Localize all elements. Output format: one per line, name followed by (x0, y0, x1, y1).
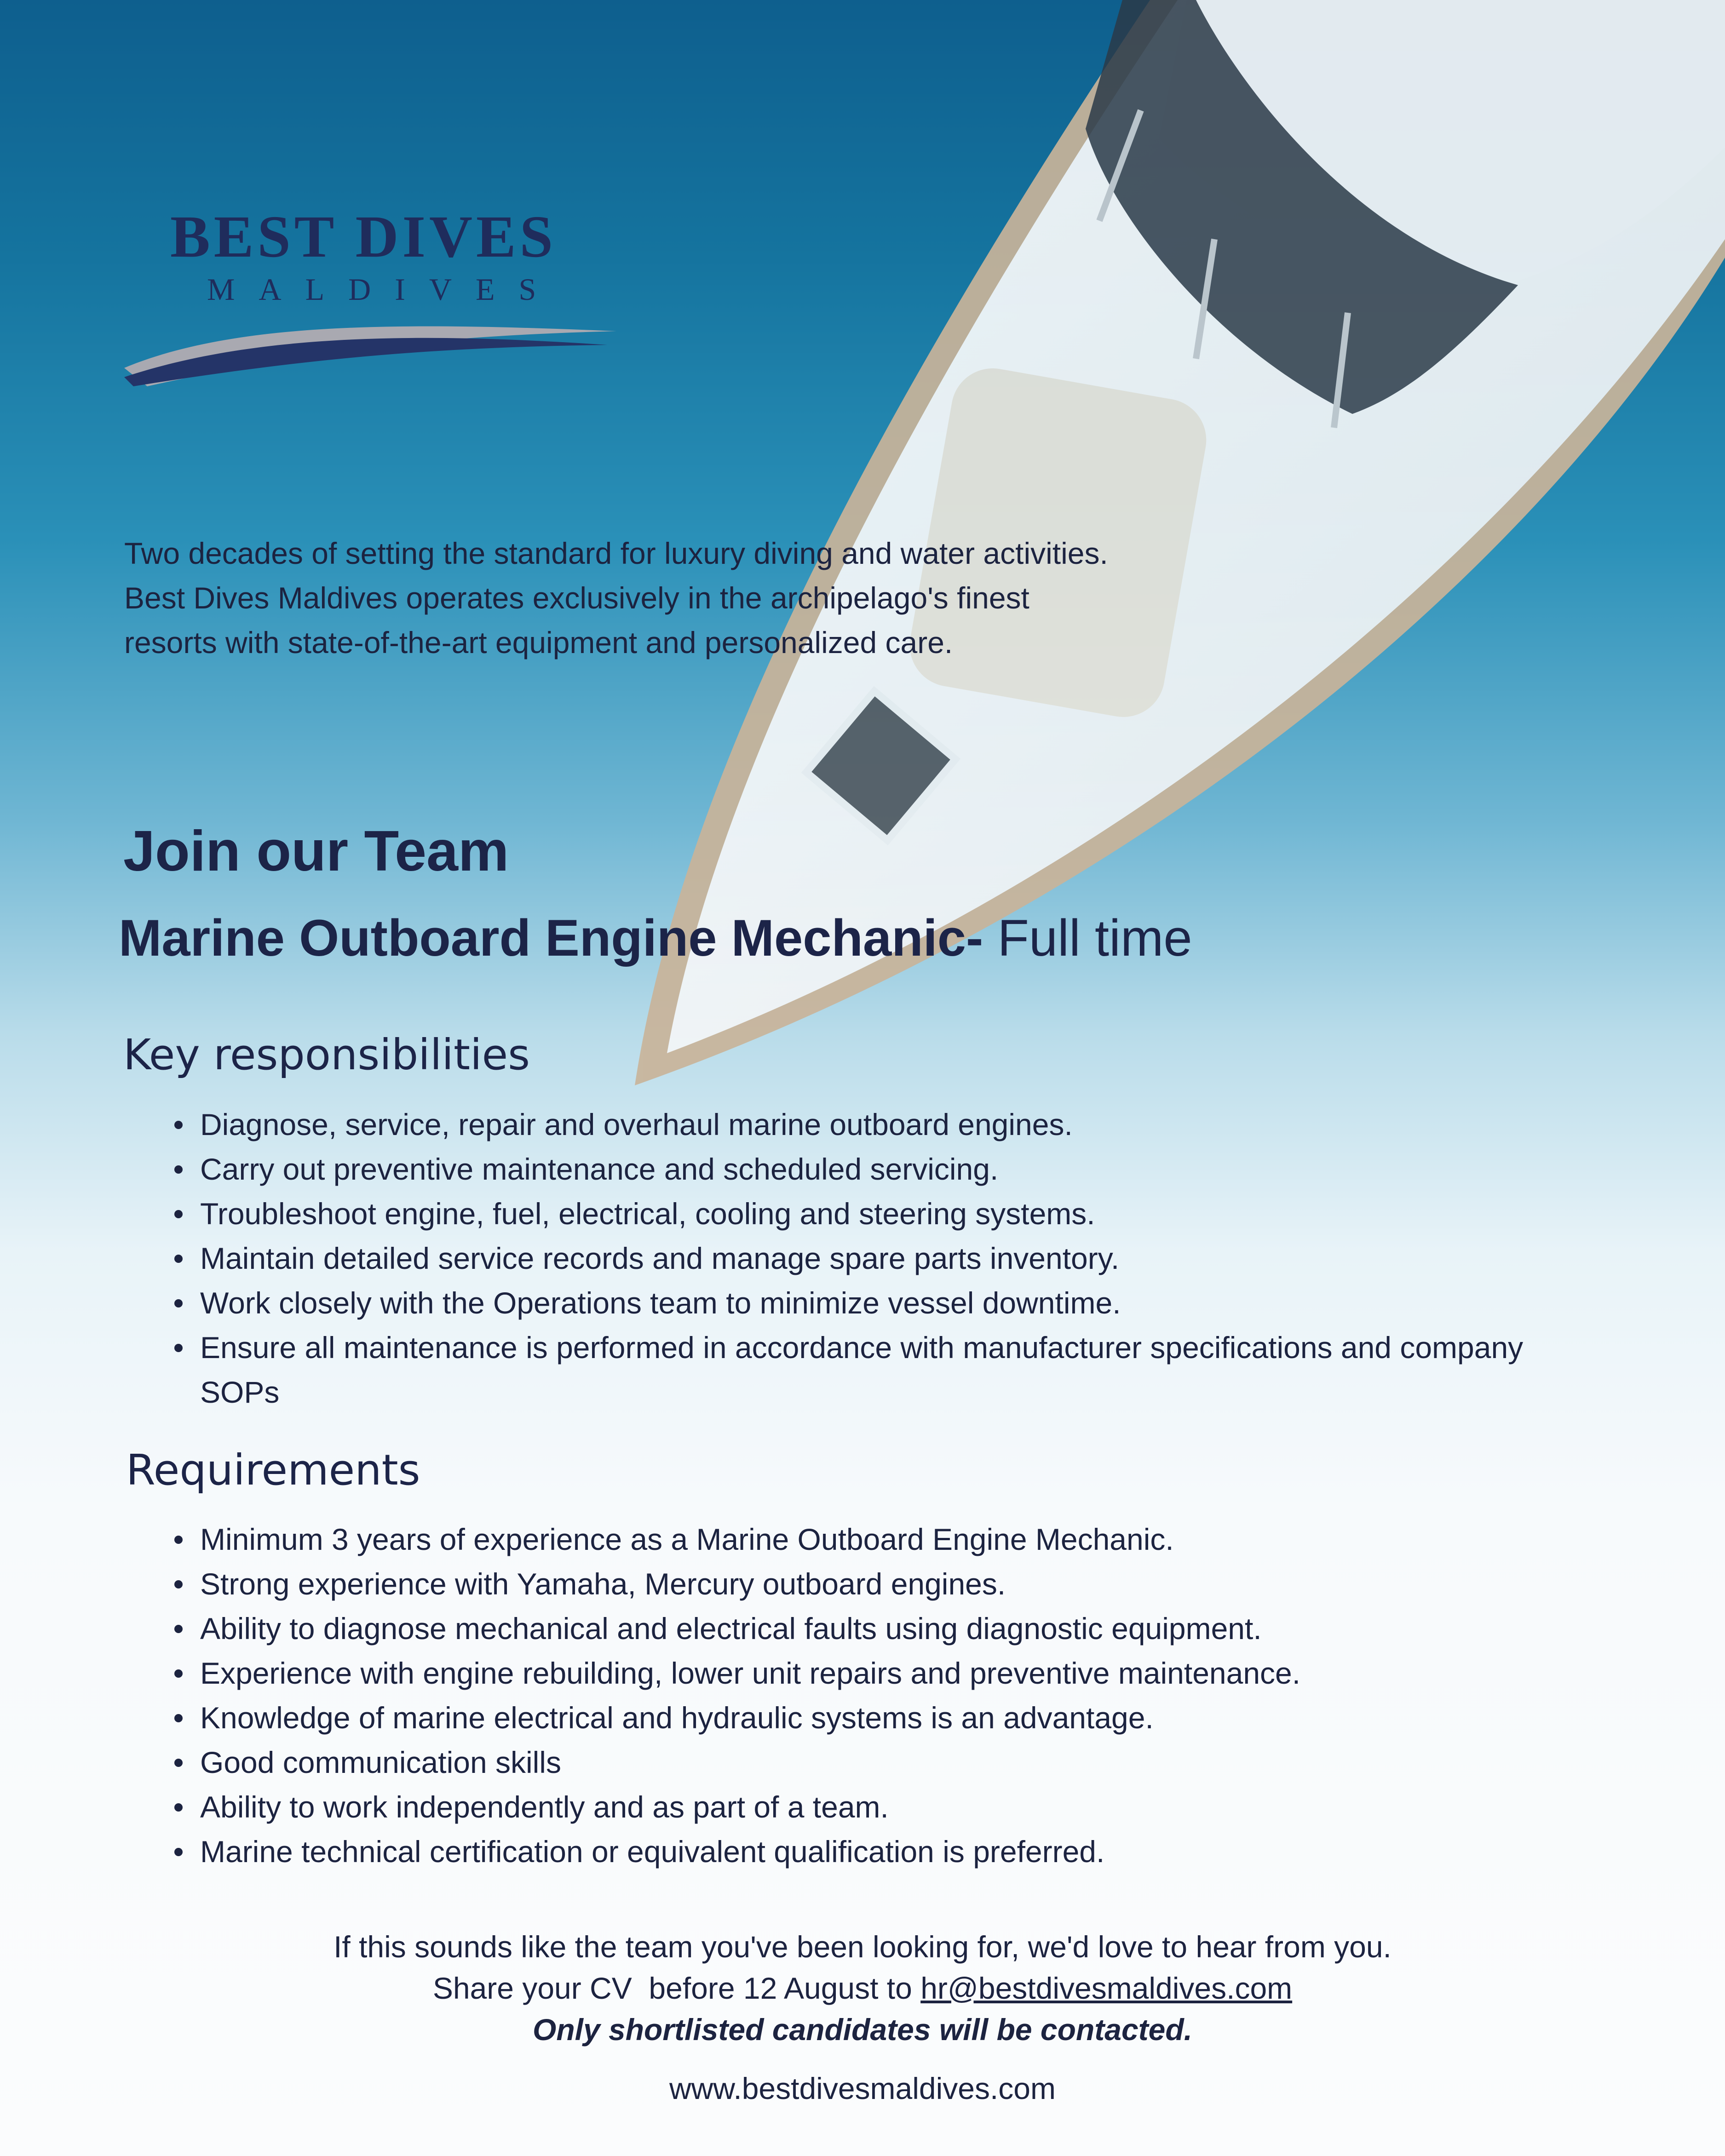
join-team-heading: Join our Team (123, 820, 509, 883)
list-item: Knowledge of marine electrical and hydraulic systems is an advantage. (200, 1696, 1576, 1740)
list-item: Ensure all maintenance is performed in accordance with manufacturer specifications and company SOPs (200, 1325, 1576, 1415)
email-link[interactable]: hr@bestdivesmaldives.com (920, 1971, 1293, 2005)
requirements-list (200, 1517, 1576, 1874)
responsibilities-list (200, 1102, 1576, 1415)
list-item: Good communication skills (200, 1740, 1576, 1785)
list-item: Maintain detailed service records and manage spare parts inventory. (200, 1236, 1576, 1281)
list-item: Experience with engine rebuilding, lower unit repairs and preventive maintenance. (200, 1651, 1576, 1696)
cv-instruction: Share your CV before 12 August to (432, 1971, 921, 2005)
list-item: Carry out preventive maintenance and scheduled servicing. (200, 1147, 1576, 1192)
logo-subtitle: MALDIVES (207, 272, 560, 307)
list-item: Troubleshoot engine, fuel, electrical, cooling and steering systems. (200, 1192, 1576, 1236)
job-title (119, 908, 1192, 968)
logo-swoosh-icon (120, 317, 626, 391)
job-type: Full time (983, 909, 1192, 967)
website-link[interactable]: www.bestdivesmaldives.com (669, 2071, 1056, 2105)
list-item: Ability to diagnose mechanical and electrical faults using diagnostic equipment. (200, 1606, 1576, 1651)
brand-logo (120, 202, 626, 396)
footer-cv-line (0, 1967, 1725, 2009)
list-item: Strong experience with Yamaha, Mercury outboard engines. (200, 1562, 1576, 1606)
list-item: Diagnose, service, repair and overhaul marine outboard engines. (200, 1102, 1576, 1147)
requirements-heading: Requirements (126, 1445, 420, 1495)
job-role: Marine Outboard Engine Mechanic- (119, 909, 983, 967)
list-item: Marine technical certification or equivalent qualification is preferred. (200, 1829, 1576, 1874)
intro-paragraph: Two decades of setting the standard for luxury diving and water activities. Best Dives Maldives operates exclusively in the archipelago's finest resorts with state-of-the-art equipment and personalized care. (124, 536, 1108, 659)
responsibilities-heading: Key responsibilities (123, 1030, 530, 1079)
list-item: Ability to work independently and as part of a team. (200, 1785, 1576, 1829)
footer (0, 1926, 1725, 2109)
shortlist-note: Only shortlisted candidates will be contacted. (533, 2013, 1192, 2047)
logo-title: BEST DIVES (170, 204, 557, 270)
list-item: Minimum 3 years of experience as a Marine Outboard Engine Mechanic. (200, 1517, 1576, 1562)
footer-invite: If this sounds like the team you've been looking for, we'd love to hear from you. (334, 1930, 1392, 1964)
list-item: Work closely with the Operations team to minimize vessel downtime. (200, 1281, 1576, 1325)
